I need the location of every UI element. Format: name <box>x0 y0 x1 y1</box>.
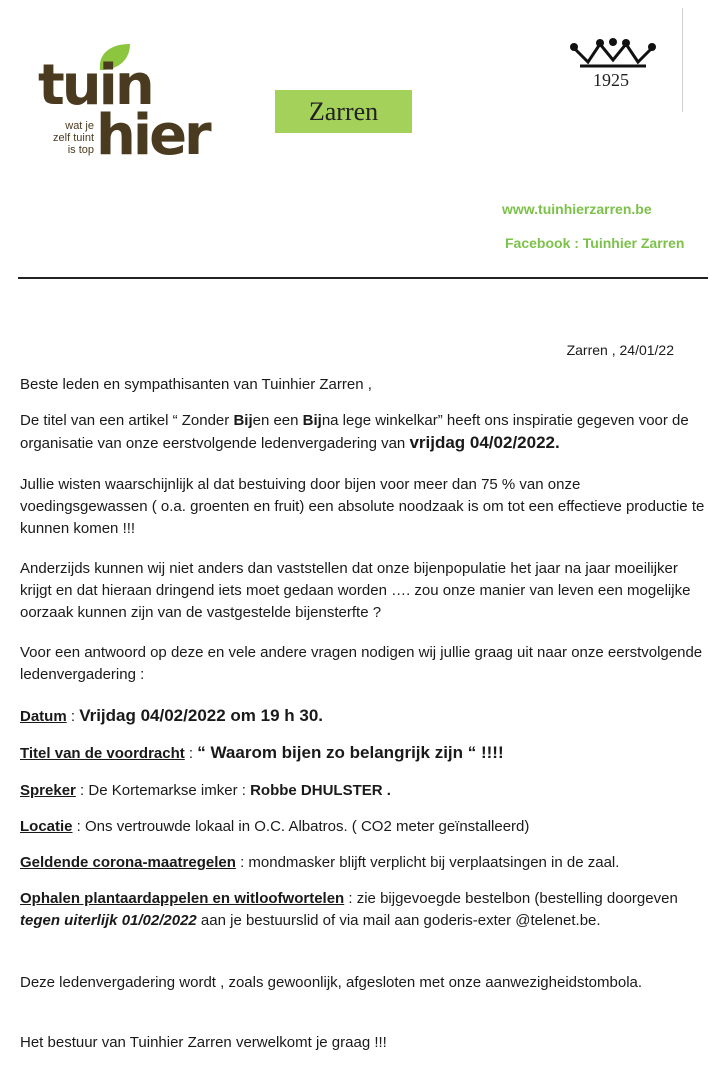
titel-value: “ Waarom bijen zo belangrijk zijn “ !!!! <box>197 743 504 762</box>
paragraph-pollination: Jullie wisten waarschijnlijk al dat bestuiving door bijen voor meer dan 75 % van onze voedingsgewassen ( o.a. groenten en fruit) een absolute noodzaak is om tot een effectieve productie te kunnen komen !!! <box>20 476 705 537</box>
titel-label: Titel van de voordracht <box>20 745 185 762</box>
zarren-badge: Zarren <box>275 90 412 133</box>
logo-slogan: wat je zelf tuint is top <box>53 120 94 156</box>
greeting: Beste leden en sympathisanten van Tuinhier Zarren , <box>20 376 372 393</box>
datum-value: Vrijdag 04/02/2022 om 19 h 30. <box>79 706 323 725</box>
paragraph-invitation: Voor een antwoord op deze en vele andere vragen nodigen wij jullie graag uit naar onze eerstvolgende ledenvergadering : <box>20 644 703 683</box>
crest-year: 1925 <box>593 70 629 90</box>
datum-label: Datum <box>20 708 67 725</box>
logo-word-tuin: tuin <box>38 53 152 118</box>
facebook-link[interactable]: Facebook : Tuinhier Zarren <box>505 235 685 251</box>
spreker-label: Spreker <box>20 782 76 799</box>
paragraph-intro: De titel van een artikel “ Zonder Bijen een Bijna lege winkelkar” heeft ons inspiratie gegeven voor de organisatie van onze eerstvolgende ledenvergadering van vrijdag 04/02/2022. <box>20 412 689 452</box>
datum-line: Datum : Vrijdag 04/02/2022 om 19 h 30. <box>20 706 323 725</box>
crown-icon <box>568 38 658 72</box>
website-link[interactable]: www.tuinhierzarren.be <box>502 201 652 217</box>
ophalen-deadline: tegen uiterlijk 01/02/2022 <box>20 912 197 929</box>
header-rule <box>18 277 708 279</box>
meeting-date: vrijdag 04/02/2022. <box>409 433 560 452</box>
titel-line: Titel van de voordracht : “ Waarom bijen zo belangrijk zijn “ !!!! <box>20 743 504 762</box>
spreker-name: Robbe DHULSTER . <box>250 782 391 799</box>
locatie-label: Locatie <box>20 818 73 835</box>
paragraph-tombola: Deze ledenvergadering wordt , zoals gewoonlijk, afgesloten met onze aanwezigheidstombola. <box>20 974 643 991</box>
letter-date: Zarren , 24/01/22 <box>566 342 674 358</box>
paragraph-population: Anderzijds kunnen wij niet anders dan vaststellen dat onze bijenpopulatie het jaar na jaar moeilijker krijgt en dat hieraan dringend iets moet gedaan worden …. zou onze manier van leven een mogelijke oorzaak kunnen zijn van de vastgestelde bijensterfte ? <box>20 560 691 621</box>
ophalen-label: Ophalen plantaardappelen en witloofwortelen <box>20 890 345 907</box>
corona-label: Geldende corona-maatregelen <box>20 854 236 871</box>
ophalen-line: Ophalen plantaardappelen en witloofwortelen : zie bijgevoegde bestelbon (bestelling doorgeven tegen uiterlijk 01/02/2022 aan je bestuurslid of via mail aan goderis-exter @telenet.be. <box>20 890 678 929</box>
spreker-line: Spreker : De Kortemarkse imker : Robbe DHULSTER . <box>20 782 391 799</box>
logo-word-hier: hier <box>96 103 209 168</box>
closing-line: Het bestuur van Tuinhier Zarren verwelkomt je graag !!! <box>20 1034 387 1051</box>
locatie-line: Locatie : Ons vertrouwde lokaal in O.C. Albatros. ( CO2 meter geïnstalleerd) <box>20 818 530 835</box>
corona-line: Geldende corona-maatregelen : mondmasker blijft verplicht bij verplaatsingen in de zaal. <box>20 854 620 871</box>
header-divider <box>682 8 683 112</box>
